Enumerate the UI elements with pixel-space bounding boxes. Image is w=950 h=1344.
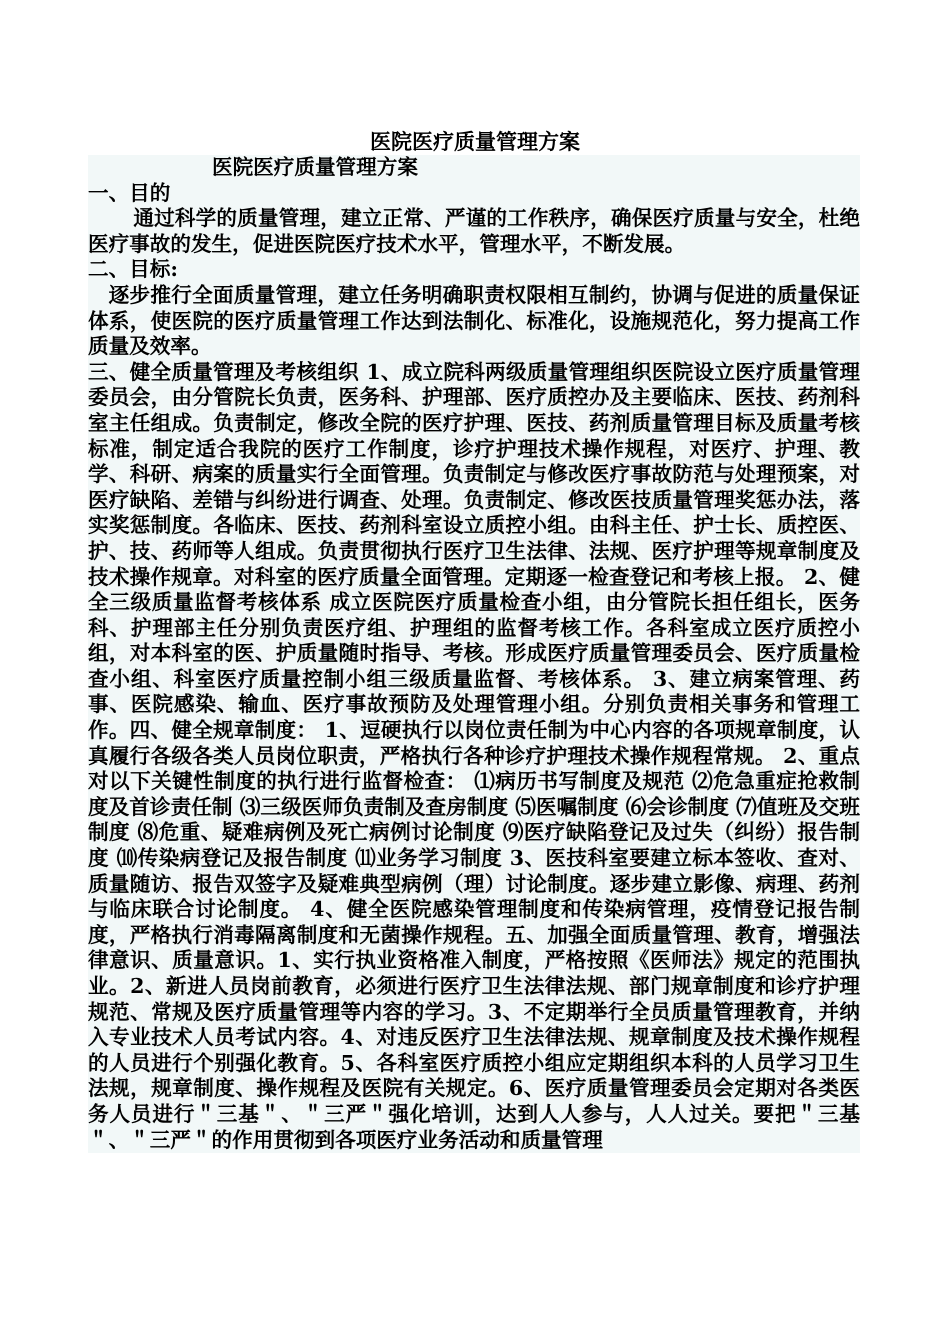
document-title: 医院医疗质量管理方案: [370, 129, 580, 154]
section-3-paragraph: 三、健全质量管理及考核组织 1、成立院科两级质量管理组织医院设立医疗质量管理委员会，由分管院长负责，医务科、护理部、医疗质控办及主要临床、医技、药剂科室主任组成。负责制定，修改全院的医疗护理、医技、药剂质量管理目标及质量考核标准，制定适合我院的医疗工作制度，诊疗护理技术操作规程，对医疗、护理、教学、科研、病案的质量实行全面管理。负责制定与修改医疗事故防范与处理预案，对医疗缺陷、差错与纠纷进行调查、处理。负责制定、修改医技质量管理奖惩办法，落实奖惩制度。各临床、医技、药剂科室设立质控小组。由科主任、护士长、质控医、护、技、药师等人组成。负责贯彻执行医疗卫生法律、法规、医疗护理等规章制度及技术操作规章。对科室的医疗质量全面管理。定期逐一检查登记和考核上报。 2、健全三级质量监督考核体系 成立医院医疗质量检查小组，由分管院长担任组长，医务科、护理部主任分别负责医疗组、护理组的监督考核工作。各科室成立医疗质控小组，对本科室的医、护质量随时指导、考核。形成医疗质量管理委员会、医疗质量检查小组、科室医疗质量控制小组三级质量监督、考核体系。 3、建立病案管理、药事、医院感染、输血、医疗事故预防及处理管理小组。分别负责相关事务和管理工作。四、健全规章制度： 1、逗硬执行以岗位责任制为中心内容的各项规章制度，认真履行各级各类人员岗位职责，严格执行各种诊疗护理技术操作规程常规。 2、重点对以下关键性制度的执行进行监督检查： ⑴病历书写制度及规范 ⑵危急重症抢救制度及首诊责任制 ⑶三级医师负责制及查房制度 ⑸医嘱制度 ⑹会诊制度 ⑺值班及交班制度 ⑻危重、疑难病例及死亡病例讨论制度 ⑼医疗缺陷登记及过失（纠纷）报告制度 ⑽传染病登记及报告制度 ⑾业务学习制度 3、医技科室要建立标本签收、查对、质量随访、报告双签字及疑难典型病例（理）讨论制度。逐步建立影像、病理、药剂与临床联合讨论制度。 4、健全医院感染管理制度和传染病管理，疫情登记报告制度，严格执行消毒隔离制度和无菌操作规程。五、加强全面质量管理、教育，增强法律意识、质量意识。1、实行执业资格准入制度，严格按照《医师法》规定的范围执业。2、新进人员岗前教育，必须进行医疗卫生法律法规、部门规章制度和诊疗护理规范、常规及医疗质量管理等内容的学习。3、不定期举行全员质量管理教育，并纳入专业技术人员考试内容。4、对违反医疗卫生法律法规、规章制度及技术操作规程的人员进行个别强化教育。5、各科室医疗质控小组应定期组织本科的人员学习卫生法规，规章制度、操作规程及医院有关规定。6、医疗质量管理委员会定期对各类医务人员进行＂三基＂、＂三严＂强化培训，达到人人参与，人人过关。要把＂三基＂、＂三严＂的作用贯彻到各项医疗业务活动和质量管理: [88, 359, 860, 1152]
section-1-paragraph: 通过科学的质量管理，建立正常、严谨的工作秩序，确保医疗质量与安全，杜绝医疗事故的发生，促进医院医疗技术水平，管理水平，不断发展。: [88, 206, 860, 256]
document-subtitle: 医院医疗质量管理方案: [212, 155, 418, 179]
document-body: [88, 155, 860, 1153]
section-1-heading: 一、目的: [88, 180, 171, 205]
section-2-heading: 二、目标:: [88, 257, 178, 282]
section-2-paragraph: 逐步推行全面质量管理，建立任务明确职责权限相互制约，协调与促进的质量保证体系，使医院的医疗质量管理工作达到法制化、标准化，设施规范化，努力提高工作质量及效率。: [88, 282, 860, 359]
